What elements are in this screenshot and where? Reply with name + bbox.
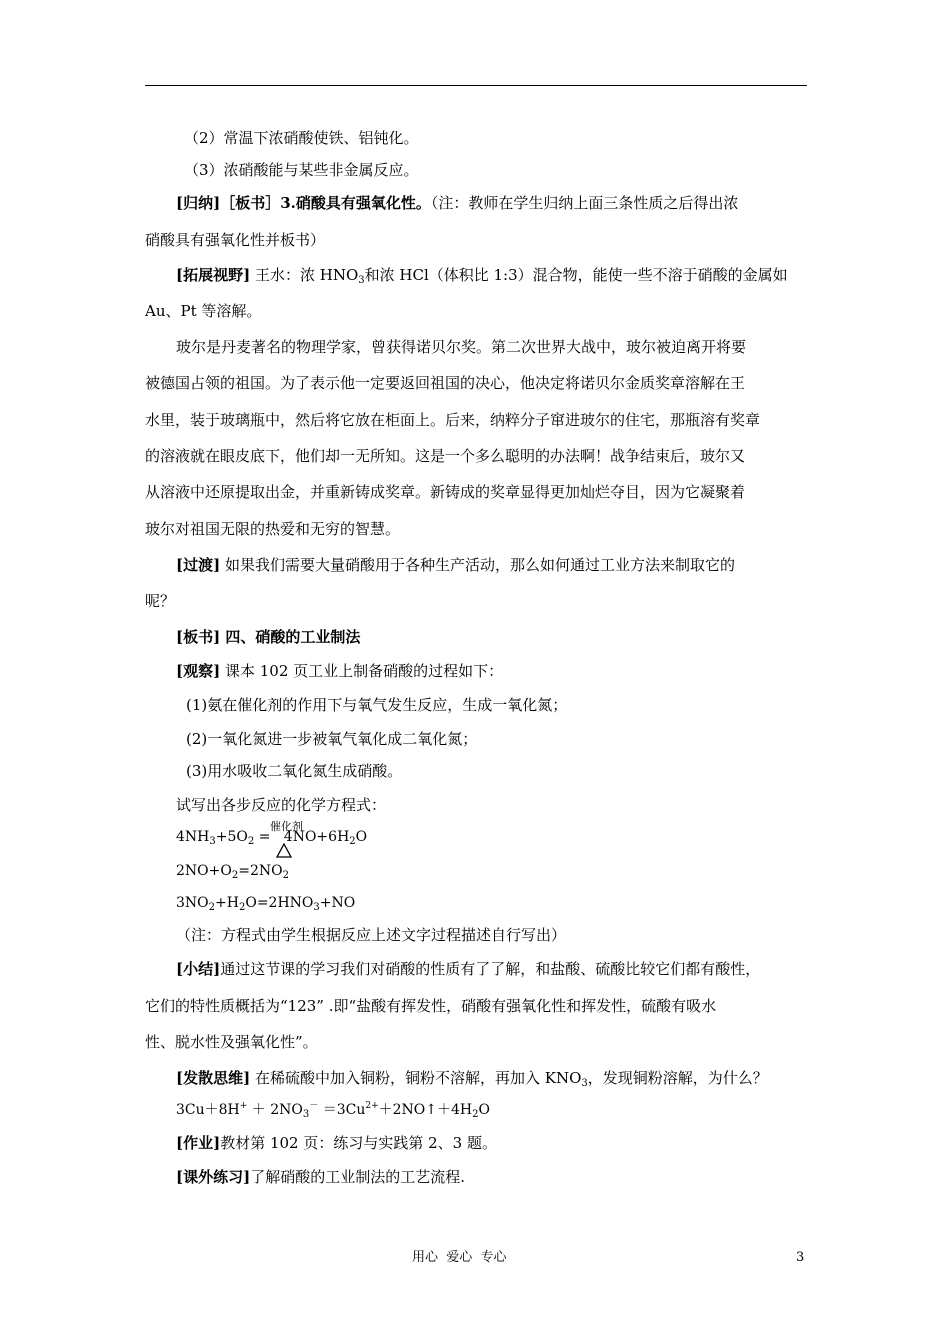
subscript: 2: [472, 1109, 479, 1120]
zuoye-line: [176, 1133, 497, 1153]
eq-part: ＋2NO↑＋4H: [378, 1102, 473, 1118]
superscript: －: [309, 1101, 319, 1111]
xiaojie-text: 通过这节课的学习我们对硝酸的性质有了了解，和盐酸、硫酸比较它们都有酸性，: [220, 960, 761, 978]
superscript: 2+: [365, 1101, 379, 1111]
tuozhan-line-2: Au、Pt 等溶解。: [145, 302, 262, 320]
eq-part: O: [478, 1102, 490, 1118]
subscript: 3: [581, 1078, 588, 1089]
step-1: (1)氨在催化剂的作用下与氧气发生反应，生成一氧化氮；: [186, 696, 568, 714]
heat-triangle-icon: [276, 843, 292, 858]
fasan-tag: [发散思维]: [176, 1069, 251, 1087]
guodu-tag: [过渡]: [176, 556, 221, 574]
eq-part: 4NH: [176, 829, 210, 845]
eq-part: O=2HNO: [245, 895, 314, 911]
tuozhan-text-a: 王水：浓 HNO: [250, 266, 359, 284]
bohr-line-5: 从溶液中还原提取出金，并重新铸成奖章。新铸成的奖章显得更加灿烂夺目，因为它凝聚着: [145, 483, 746, 501]
subscript: 2: [247, 836, 255, 847]
subscript: 3: [358, 275, 365, 286]
property-3: （3）浓硝酸能与某些非金属反应。: [184, 161, 419, 179]
bohr-line-3: 水里，装于玻璃瓶中，然后将它放在柜面上。后来，纳粹分子窜进玻尔的住宅，那瓶溶有奖章: [145, 411, 761, 429]
footer-motto: 用心 爱心 专心: [412, 1250, 507, 1265]
eq-part: =2NO: [238, 863, 283, 879]
header-rule: [145, 85, 807, 86]
eq-part: +5O: [215, 829, 248, 845]
equation-3: [176, 893, 355, 913]
guina-line-1: [176, 193, 738, 213]
subscript: 3: [313, 902, 320, 913]
superscript: +: [239, 1101, 248, 1111]
eq-part: ＋ 2NO: [247, 1102, 303, 1118]
tuozhan-text-b: 和浓 HCl（体积比 1:3）混合物，能使一些不溶于硝酸的金属如: [364, 266, 788, 284]
kewai-line: [176, 1167, 465, 1187]
subscript: 2: [349, 836, 356, 847]
guina-note-b: 硝酸具有强氧化性并板书）: [145, 231, 326, 249]
eq-part: ＝3Cu: [318, 1102, 366, 1118]
eq-part: 3Cu＋8H: [176, 1102, 240, 1118]
step-2: (2)一氧化氮进一步被氧气氧化成二氧化氮；: [186, 730, 478, 748]
equation-1: [176, 827, 367, 847]
tuozhan-line-1: [176, 265, 788, 285]
zuoye-text: 教材第 102 页：练习与实践第 2、3 题。: [220, 1134, 497, 1152]
eq-part: O: [355, 829, 368, 845]
subscript: 2: [238, 902, 246, 913]
guodu-text: 如果我们需要大量硝酸用于各种生产活动，那么如何通过工业方法来制取它的: [220, 556, 735, 574]
guancha-line: [176, 661, 503, 681]
guina-note-a: （注：教师在学生归纳上面三条性质之后得出浓: [430, 194, 739, 212]
kewai-text: 了解硝酸的工业制法的工艺流程.: [250, 1168, 465, 1186]
guodu-line-2: 呢？: [145, 592, 176, 610]
subscript: 2: [282, 870, 289, 881]
tuozhan-tag: [拓展视野]: [176, 266, 251, 284]
bohr-line-2: 被德国占领的祖国。为了表示他一定要返回祖国的决心，他决定将诺贝尔金质奖章溶解在王: [145, 374, 746, 392]
xiaojie-tag: [小结]: [176, 960, 221, 978]
ion-equation: [176, 1100, 490, 1120]
xiaojie-line-2: 它们的特性质概括为“123” .即“盐酸有挥发性，硝酸有强氧化性和挥发性，硫酸有吸水: [145, 997, 717, 1015]
eq-part: =: [254, 829, 280, 845]
guodu-line-1: [176, 555, 735, 575]
zuoye-tag: [作业]: [176, 1134, 221, 1152]
guancha-text: 课本 102 页工业上制备硝酸的过程如下：: [220, 662, 504, 680]
equation-2: [176, 861, 289, 881]
guina-tag: [归纳]［板书］3.硝酸具有强氧化性。: [176, 194, 431, 212]
fasan-line: [176, 1068, 768, 1088]
bohr-line-6: 玻尔对祖国无限的热爱和无穷的智慧。: [145, 520, 401, 538]
step-3: (3)用水吸收二氧化氮生成硝酸。: [186, 762, 403, 780]
eq-part: +H: [215, 895, 239, 911]
page-number: 3: [796, 1250, 805, 1265]
fasan-text-a: 在稀硫酸中加入铜粉，铜粉不溶解，再加入 KNO: [250, 1069, 582, 1087]
eq-part: +NO: [319, 895, 356, 911]
banshu-heading: [板书] 四、硝酸的工业制法: [176, 628, 361, 646]
bohr-line-1: 玻尔是丹麦著名的物理学家，曾获得诺贝尔奖。第二次世界大战中，玻尔被迫离开将要: [176, 338, 747, 356]
catalyst-label: 催化剂: [270, 820, 303, 833]
subscript: 2: [231, 870, 239, 881]
fasan-text-b: ，发现铜粉溶解，为什么？: [587, 1069, 768, 1087]
bohr-line-4: 的溶液就在眼皮底下，他们却一无所知。这是一个多么聪明的办法啊！战争结束后，玻尔又: [145, 447, 746, 465]
eq-part: 4NO+6H: [279, 829, 350, 845]
guancha-tag: [观察]: [176, 662, 221, 680]
xiaojie-line-1: [176, 959, 760, 979]
property-2: （2）常温下浓硝酸使铁、铝钝化。: [184, 129, 419, 147]
subscript: 3: [209, 836, 216, 847]
kewai-tag: [课外练习]: [176, 1168, 251, 1186]
subscript: 2: [208, 902, 216, 913]
equation-note: （注：方程式由学生根据反应上述文字过程描述自行写出）: [176, 926, 567, 944]
try-write: 试写出各步反应的化学方程式：: [176, 796, 387, 814]
xiaojie-line-3: 性、脱水性及强氧化性”。: [145, 1033, 318, 1051]
eq-part: 2NO+O: [176, 863, 232, 879]
eq-part: 3NO: [176, 895, 209, 911]
subscript: 3: [302, 1109, 310, 1120]
